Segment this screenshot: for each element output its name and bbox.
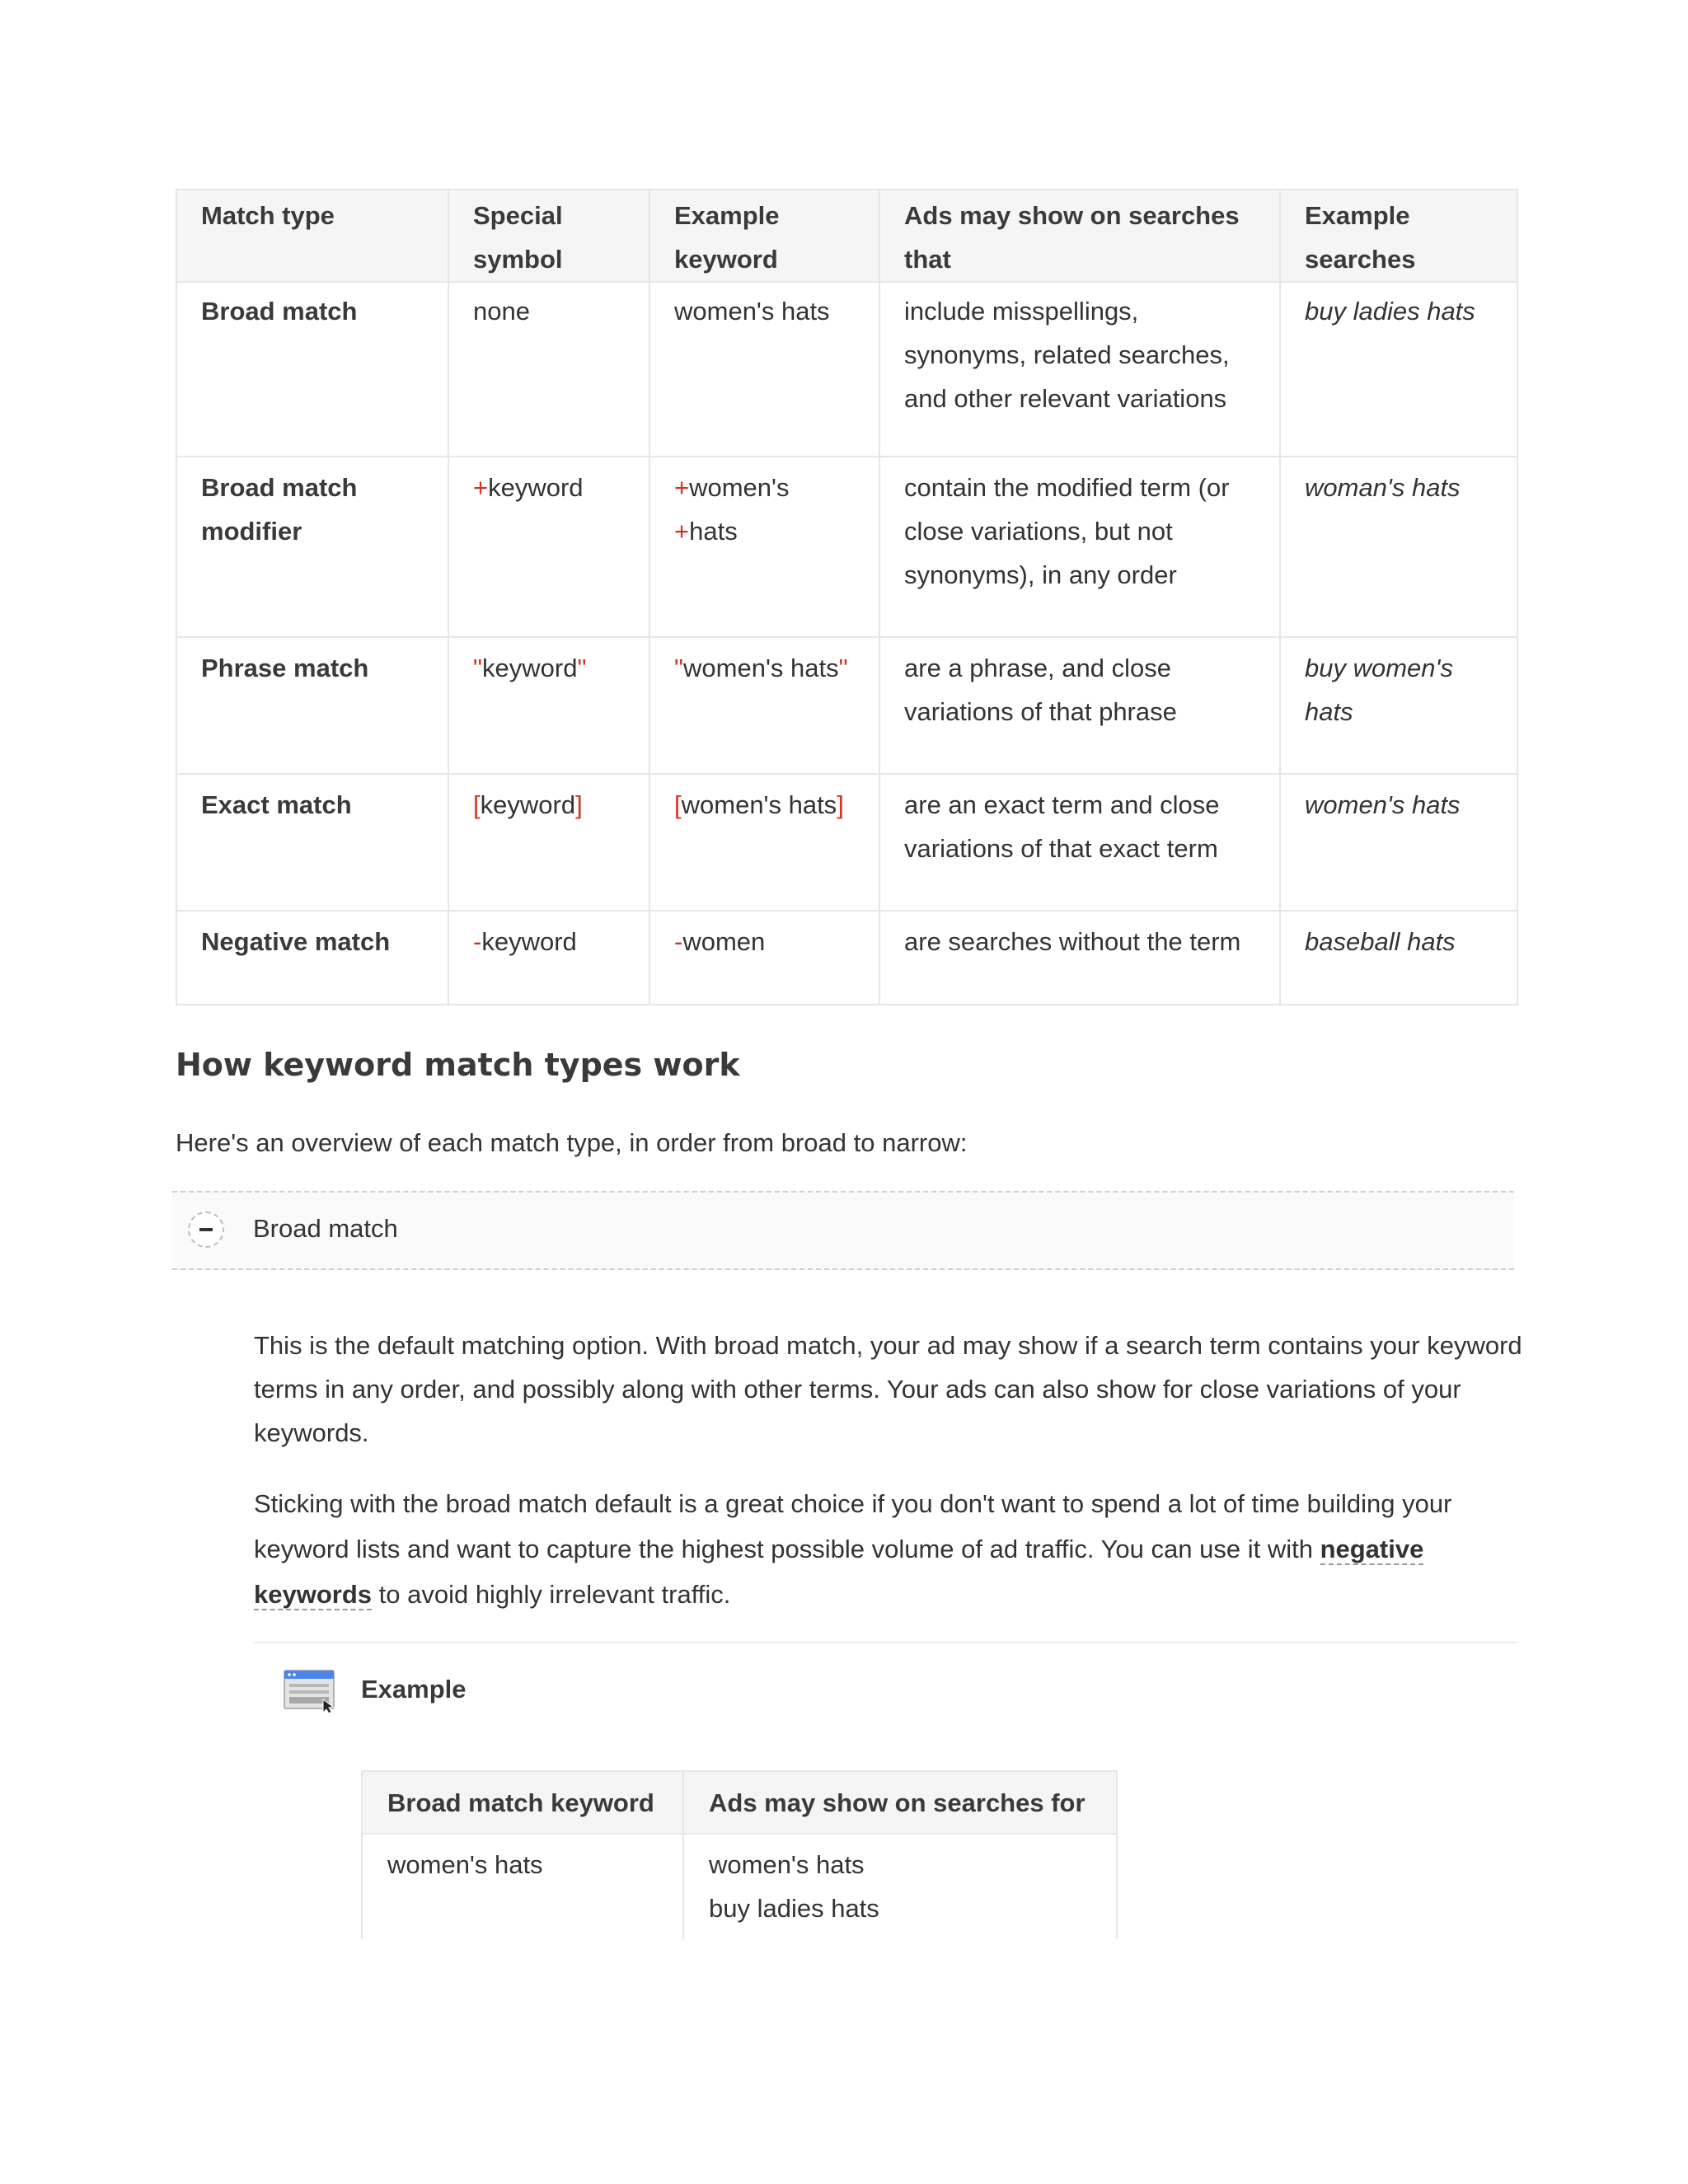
ads-show-description: are searches without the term (879, 911, 1280, 1005)
header-example-searches: Example searches (1280, 190, 1517, 282)
match-type-name: Broad match (176, 282, 448, 457)
minus-circle-icon[interactable] (188, 1212, 224, 1248)
keyword-core: women's hats (674, 297, 830, 326)
example-keyword (649, 282, 879, 457)
advice-text-end: to avoid highly irrelevant traffic. (372, 1580, 731, 1609)
keyword-core: women's (689, 473, 790, 502)
example-search: women's hats (1280, 774, 1517, 911)
keyword-prefix: " (674, 654, 684, 682)
keyword-line (674, 466, 856, 509)
example-keyword-cell: women's hats (362, 1834, 683, 1939)
keyword-prefix: - (674, 927, 683, 956)
header-ads-may-show-for: Ads may show on searches for (683, 1771, 1117, 1834)
keyword-prefix: [ (674, 790, 682, 819)
example-search-line: women's hats (709, 1850, 865, 1879)
table-row (176, 457, 1517, 637)
keyword-core: women (682, 927, 766, 956)
symbol-core: keyword (482, 654, 578, 682)
example-search: buy ladies hats (1280, 282, 1517, 457)
broad-match-advice (254, 1481, 1523, 1617)
keyword-core: hats (689, 517, 738, 546)
special-symbol (448, 911, 649, 1005)
example-keyword (649, 457, 879, 637)
symbol-suffix: " (577, 654, 587, 682)
keyword-core: women's hats (683, 654, 839, 682)
accordion-label[interactable]: Broad match (253, 1214, 398, 1243)
table-row (362, 1834, 1117, 1939)
header-example-keyword: Example keyword (649, 190, 879, 282)
special-symbol (448, 637, 649, 774)
special-symbol (448, 457, 649, 637)
table-header-row (362, 1771, 1117, 1834)
symbol-core: none (473, 297, 530, 326)
match-type-name: Negative match (176, 911, 448, 1005)
header-broad-match-keyword: Broad match keyword (362, 1771, 683, 1834)
header-match-type: Match type (176, 190, 448, 282)
example-search: woman's hats (1280, 457, 1517, 637)
special-symbol (448, 282, 649, 457)
match-type-name: Exact match (176, 774, 448, 911)
broad-match-accordion[interactable] (172, 1191, 1514, 1270)
example-searches-cell (683, 1834, 1117, 1939)
special-symbol (448, 774, 649, 911)
header-ads-may-show: Ads may show on searches that (879, 190, 1280, 282)
example-keyword (649, 774, 879, 911)
keyword-prefix: + (674, 473, 690, 502)
example-table (361, 1770, 1118, 1939)
table-row (176, 282, 1517, 457)
table-header-row (176, 190, 1517, 282)
symbol-core: keyword (488, 473, 584, 502)
match-types-table (176, 189, 1518, 1005)
header-special-symbol: Special symbol (448, 190, 649, 282)
browser-window-icon (284, 1668, 335, 1713)
keyword-line (674, 509, 856, 553)
keyword-prefix: + (674, 517, 690, 546)
section-intro: Here's an overview of each match type, in order from broad to narrow: (176, 1128, 968, 1157)
ads-show-description: include misspellings, synonyms, related searches, and other relevant variations (879, 282, 1280, 457)
symbol-prefix: + (473, 473, 489, 502)
match-type-name: Phrase match (176, 637, 448, 774)
example-search-line: buy ladies hats (709, 1894, 879, 1923)
negative-keywords-link[interactable]: negative keywords (254, 1535, 1424, 1609)
broad-match-description: This is the default matching option. With broad match, your ad may show if a search term contains your keyword terms in any order, and possibly along with other terms. Your ads can also show for close variations of your keywords. (254, 1331, 1522, 1447)
symbol-suffix: ] (575, 790, 583, 819)
example-search: baseball hats (1280, 911, 1517, 1005)
keyword-suffix: ] (837, 790, 844, 819)
divider (254, 1642, 1517, 1643)
section-heading: How keyword match types work (176, 1047, 740, 1083)
example-label: Example (361, 1675, 467, 1704)
keyword-core: women's hats (681, 790, 837, 819)
symbol-core: keyword (481, 927, 577, 956)
table-row (176, 911, 1517, 1005)
symbol-prefix: " (473, 654, 483, 682)
ads-show-description: contain the modified term (or close variations, but not synonyms), in any order (879, 457, 1280, 637)
match-type-name: Broad match modifier (176, 457, 448, 637)
example-keyword (649, 911, 879, 1005)
table-row (176, 774, 1517, 911)
ads-show-description: are a phrase, and close variations of that phrase (879, 637, 1280, 774)
advice-text-start: Sticking with the broad match default is a great choice if you don't want to spend a lot of time building your keyword lists and want to capture the highest possible volume of ad traffic. You can use it with (254, 1489, 1452, 1563)
keyword-suffix: " (838, 654, 848, 682)
ads-show-description: are an exact term and close variations of that exact term (879, 774, 1280, 911)
symbol-prefix: [ (473, 790, 481, 819)
example-search: buy women's hats (1280, 637, 1517, 774)
example-keyword (649, 637, 879, 774)
table-row (176, 637, 1517, 774)
symbol-core: keyword (480, 790, 576, 819)
symbol-prefix: - (473, 927, 482, 956)
